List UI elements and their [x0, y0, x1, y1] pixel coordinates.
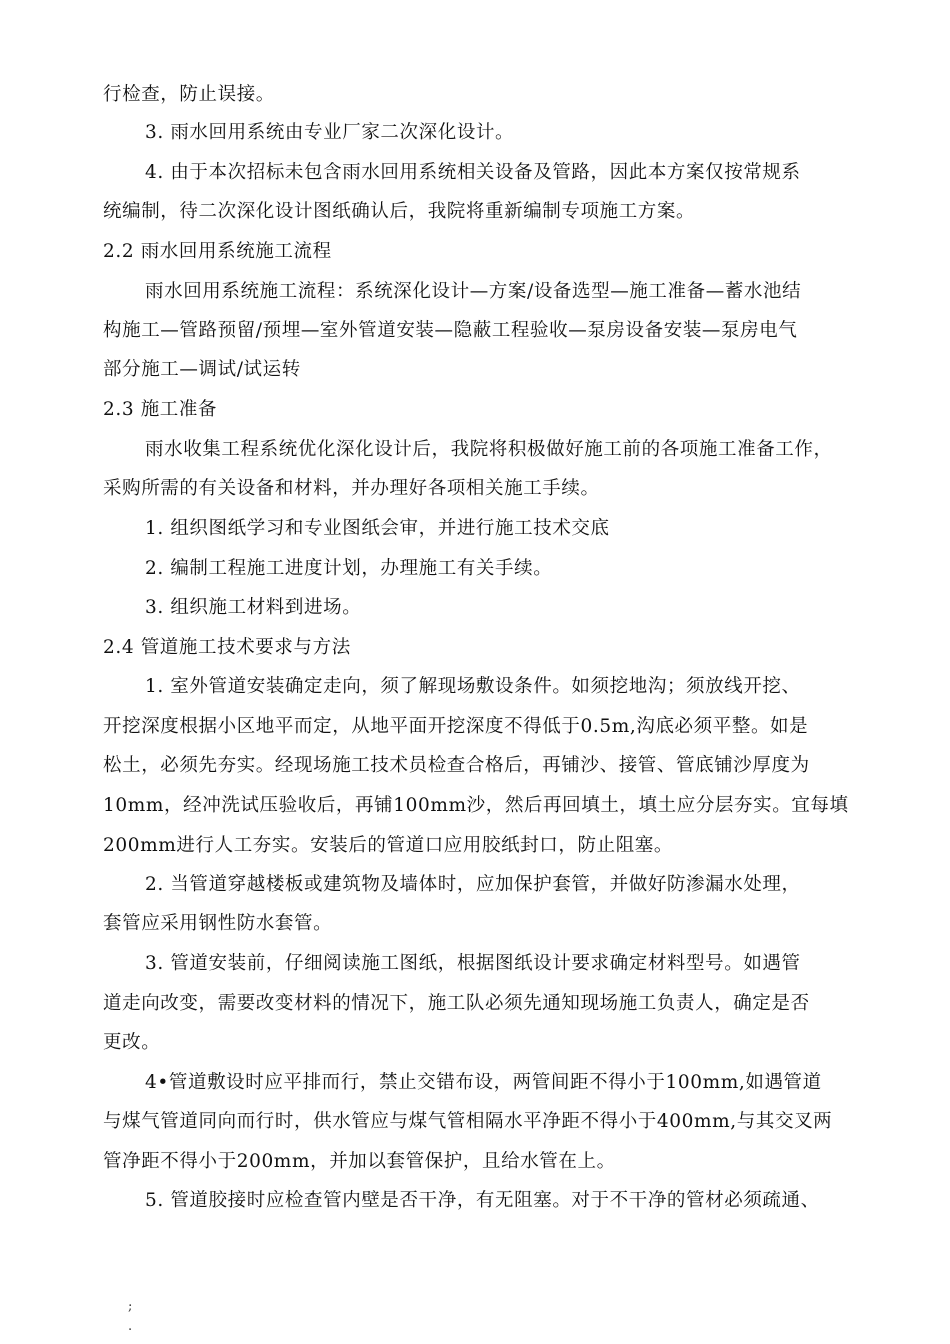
- text-line-1: 行检查，防止误接。: [103, 84, 275, 105]
- text-line-6: 雨水回用系统施工流程：系统深化设计—方案/设备选型—施工准备—蓄水池结: [145, 281, 802, 302]
- section-heading-2-2: 2.2 雨水回用系统施工流程: [103, 241, 332, 262]
- text-line-10: 雨水收集工程系统优化深化设计后，我院将积极做好施工前的各项施工准备工作，: [145, 439, 833, 460]
- list-item-3: 3. 组织施工材料到进场。: [145, 597, 362, 618]
- list-item-2: 2. 编制工程施工进度计划，办理施工有关手续。: [145, 558, 553, 579]
- text-line-7: 构施工—管路预留/预埋—室外管道安装—隐蔽工程验收—泵房设备安装—泵房电气: [103, 320, 798, 341]
- text-line-28: 管净距不得小于200mm，并加以套管保护，且给水管在上。: [103, 1151, 616, 1172]
- text-line-29: 5. 管道胶接时应检查管内壁是否干净，有无阻塞。对于不干净的管材必须疏通、: [145, 1190, 820, 1211]
- section-heading-2-4: 2.4 管道施工技术要求与方法: [103, 637, 351, 658]
- footer-mark-2: .: [128, 1319, 133, 1334]
- text-line-25: 更改。: [103, 1032, 161, 1053]
- text-line-24: 道走向改变，需要改变材料的情况下，施工队必须先通知现场施工负责人，确定是否: [103, 993, 810, 1014]
- footer-mark-1: ;: [128, 1299, 133, 1314]
- text-line-2: 3. 雨水回用系统由专业厂家二次深化设计。: [145, 122, 515, 143]
- text-line-8: 部分施工—调试/试运转: [103, 359, 301, 380]
- text-line-21: 2. 当管道穿越楼板或建筑物及墙体时，应加保护套管，并做好防渗漏水处理，: [145, 874, 801, 895]
- text-line-19: 10mm，经冲洗试压验收后，再铺100mm沙，然后再回填土，填土应分层夯实。宜每填: [103, 795, 849, 816]
- text-line-4: 统编制，待二次深化设计图纸确认后，我院将重新编制专项施工方案。: [103, 201, 696, 222]
- text-line-23: 3. 管道安装前，仔细阅读施工图纸，根据图纸设计要求确定材料型号。如遇管: [145, 953, 801, 974]
- text-line-26: 4•管道敷设时应平排而行，禁止交错布设，两管间距不得小于100mm,如遇管道: [145, 1072, 822, 1093]
- text-line-20: 200mm进行人工夯实。安装后的管道口应用胶纸封口，防止阻塞。: [103, 835, 673, 856]
- list-item-1: 1. 组织图纸学习和专业图纸会审，并进行施工技术交底: [145, 518, 610, 539]
- section-heading-2-3: 2.3 施工准备: [103, 399, 218, 420]
- text-line-3: 4. 由于本次招标未包含雨水回用系统相关设备及管路，因此本方案仅按常规系: [145, 162, 801, 183]
- text-line-16: 1. 室外管道安装确定走向，须了解现场敷设条件。如须挖地沟；须放线开挖、: [145, 676, 801, 697]
- text-line-22: 套管应采用钢性防水套管。: [103, 913, 333, 934]
- text-line-17: 开挖深度根据小区地平而定，从地平面开挖深度不得低于0.5m,沟底必须平整。如是: [103, 716, 809, 737]
- text-line-11: 采购所需的有关设备和材料，并办理好各项相关施工手续。: [103, 478, 600, 499]
- text-line-18: 松土，必须先夯实。经现场施工技术员检查合格后，再铺沙、接管、管底铺沙厚度为: [103, 755, 810, 776]
- text-line-27: 与煤气管道同向而行时，供水管应与煤气管相隔水平净距不得小于400mm,与其交叉两: [103, 1111, 833, 1132]
